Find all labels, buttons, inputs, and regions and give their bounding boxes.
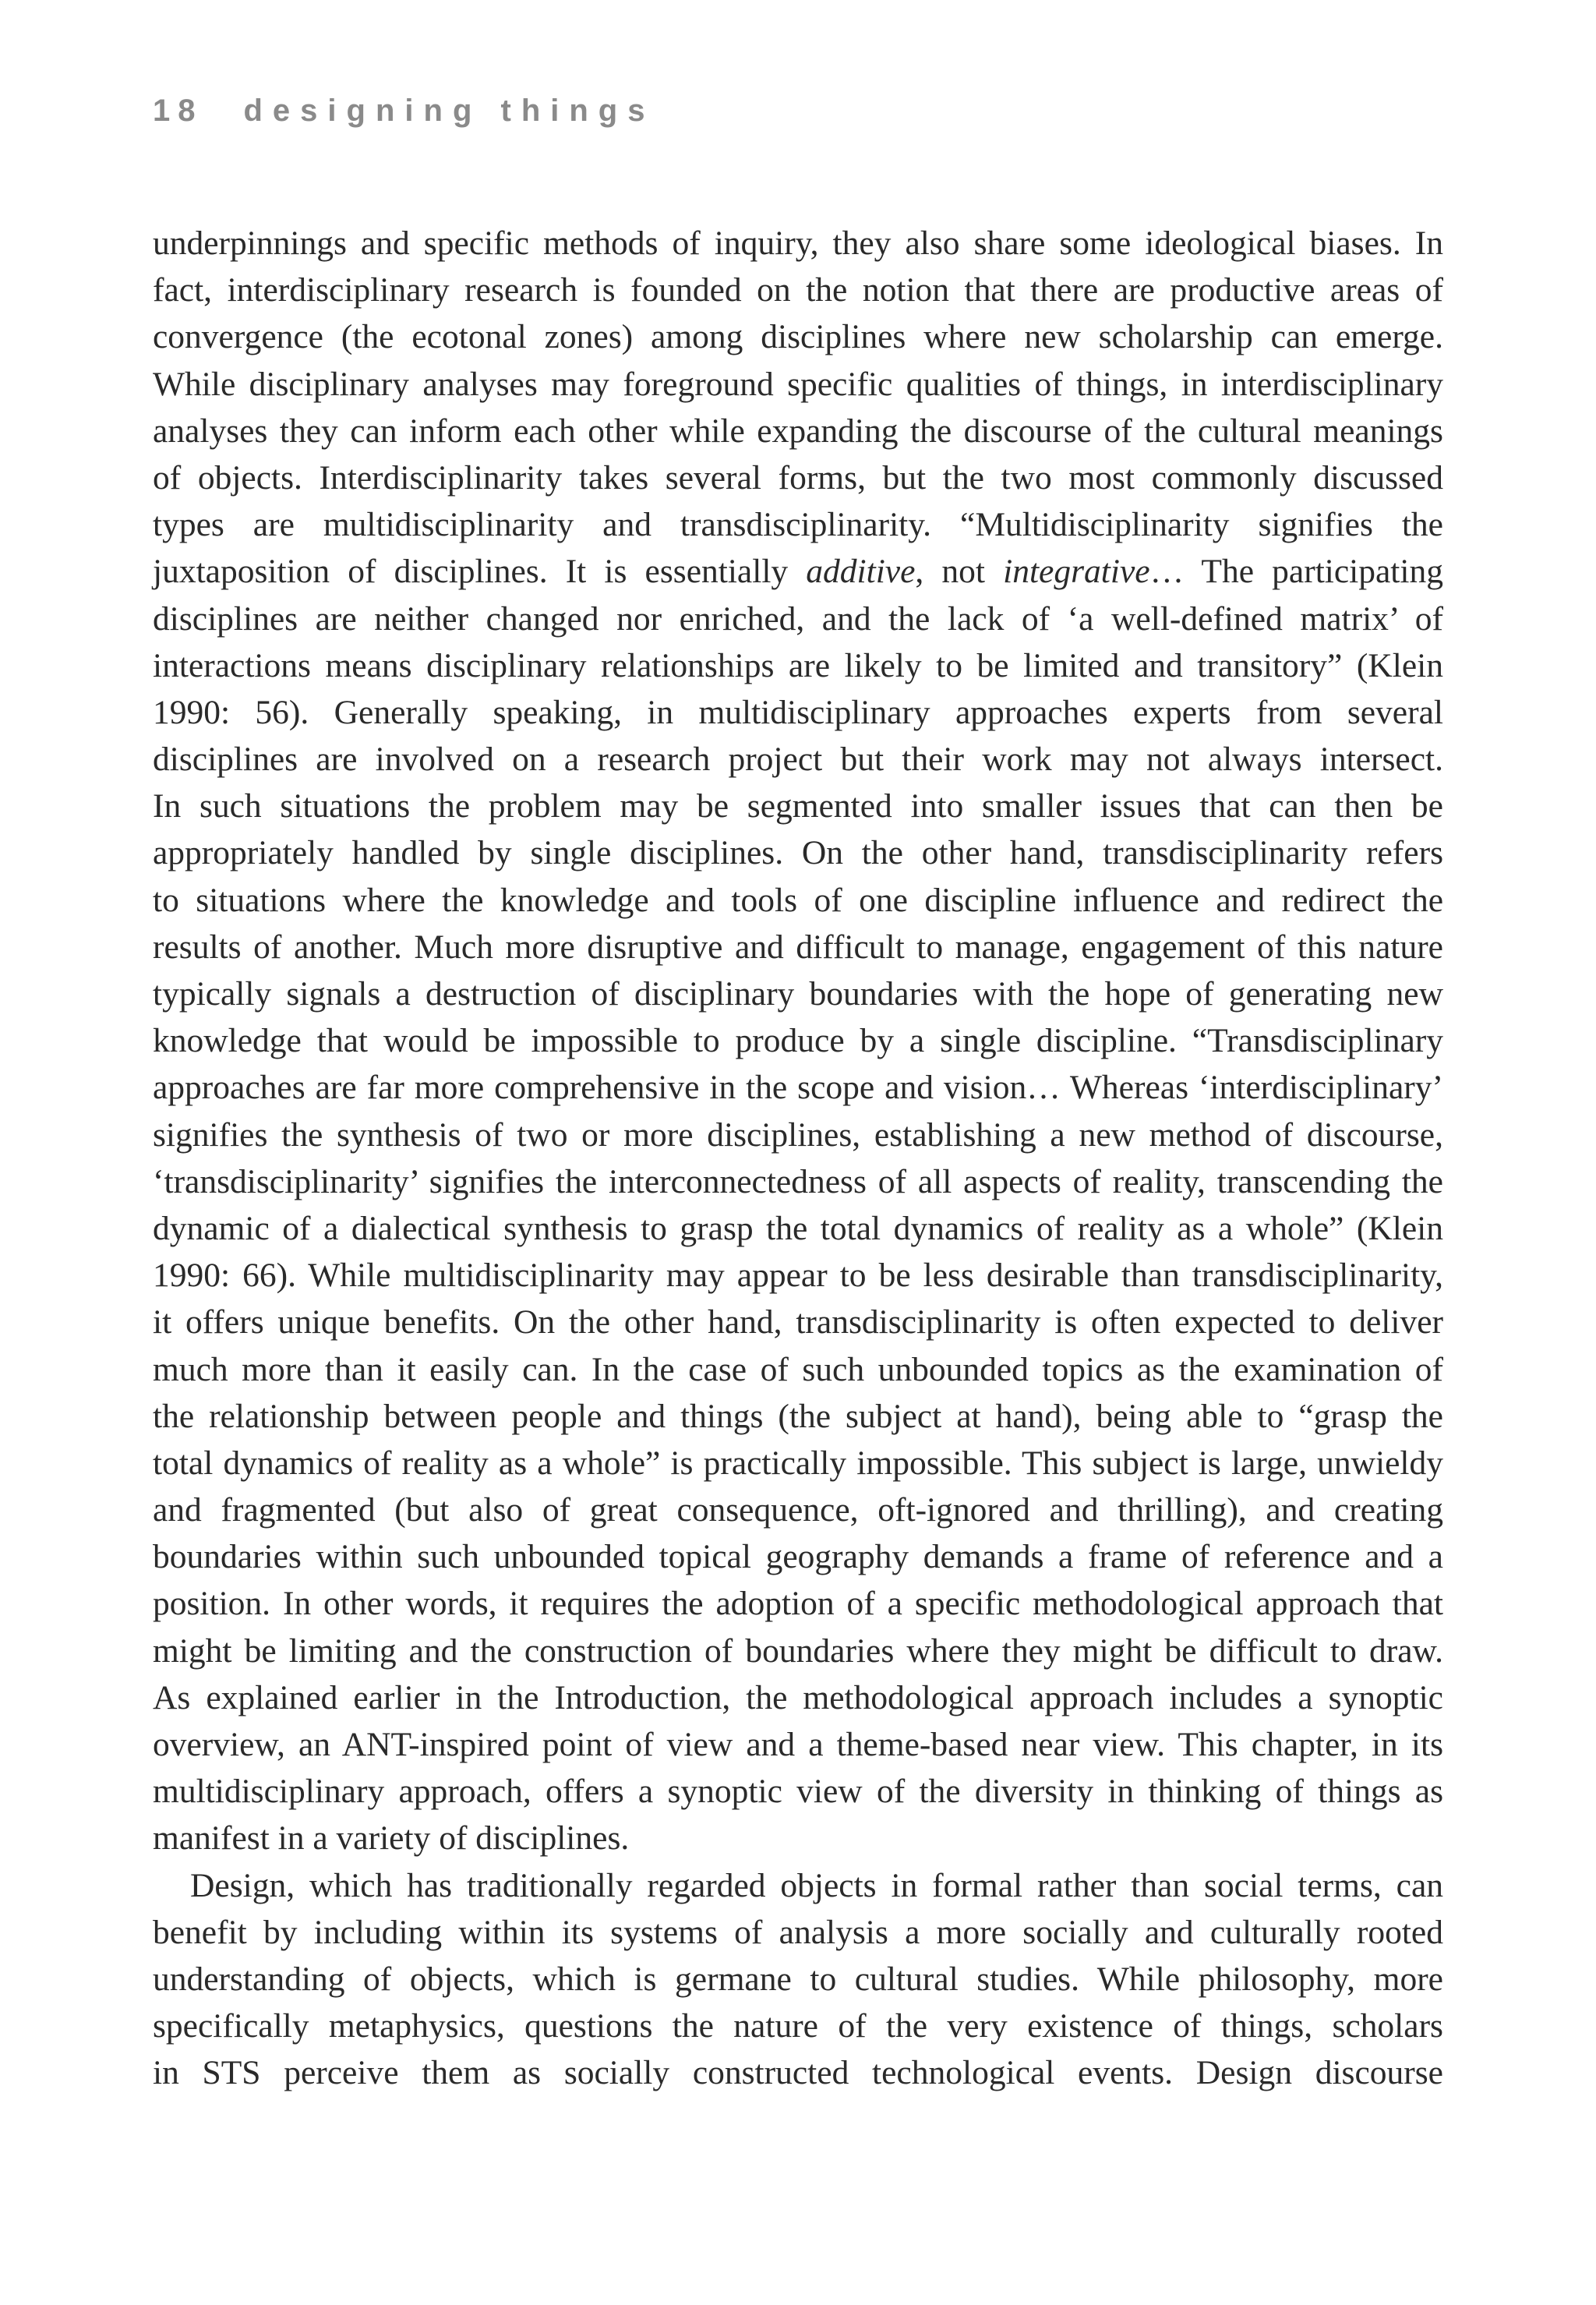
text-line: position. In other words, it requires the adoption of a specific methodological approach that xyxy=(153,1585,1443,1623)
text-line: manifest in a variety of disciplines. xyxy=(153,1819,630,1858)
text-segment: , not xyxy=(915,553,1004,591)
text-line: results of another. Much more disruptive and difficult to manage, engagement of this nature xyxy=(153,928,1443,966)
text-line: 1990: 66). While multidisciplinarity may appear to be less desirable than transdisciplinarity, xyxy=(153,1257,1443,1295)
text-line: ‘transdisciplinarity’ signifies the interconnectedness of all aspects of reality, transcending the xyxy=(153,1162,1443,1200)
text-line: disciplines are involved on a research project but their work may not always intersect. xyxy=(153,741,1443,779)
text-line: the relationship between people and things (the subject at hand), being able to “grasp the xyxy=(153,1397,1443,1435)
text-line: convergence (the ecotonal zones) among disciplines where new scholarship can emerge. xyxy=(153,318,1443,356)
body-text xyxy=(153,220,1443,2097)
text-line: of objects. Interdisciplinarity takes several forms, but the two most commonly discussed xyxy=(153,458,1443,497)
running-head xyxy=(153,94,655,129)
text-line: analyses they can inform each other while expanding the discourse of the cultural meanings xyxy=(153,412,1443,450)
paragraph-1 xyxy=(153,220,1443,1862)
text-line: interactions means disciplinary relationships are likely to be limited and transitory” (Klein xyxy=(153,646,1443,684)
text-line: and fragmented (but also of great consequence, oft-ignored and thrilling), and creating xyxy=(153,1491,1443,1529)
text-line: typically signals a destruction of disciplinary boundaries with the hope of generating new xyxy=(153,975,1443,1013)
text-line: knowledge that would be impossible to produce by a single discipline. “Transdisciplinary xyxy=(153,1022,1443,1060)
text-segment: juxtaposition of disciplines. It is essentially xyxy=(153,553,807,591)
page-number: 18 xyxy=(153,94,203,128)
text-line: In such situations the problem may be segmented into smaller issues that can then be xyxy=(153,787,1443,825)
text-line: fact, interdisciplinary research is founded on the notion that there are productive areas of xyxy=(153,271,1443,309)
text-line: underpinnings and specific methods of inquiry, they also share some ideological biases. In xyxy=(153,224,1443,262)
book-title: designing things xyxy=(243,94,655,128)
text-line: appropriately handled by single disciplines. On the other hand, transdisciplinarity refers xyxy=(153,834,1443,872)
text-line: specifically metaphysics, questions the nature of the very existence of things, scholars xyxy=(153,2007,1443,2045)
text-segment: … The participating xyxy=(1149,553,1443,591)
text-line-with-italics xyxy=(153,548,1443,595)
text-line: Design, which has traditionally regarded objects in formal rather than social terms, can xyxy=(190,1866,1443,1904)
text-line: might be limiting and the construction of boundaries where they might be difficult to draw. xyxy=(153,1632,1443,1670)
text-line: overview, an ANT-inspired point of view and a theme-based near view. This chapter, in its xyxy=(153,1726,1443,1763)
text-line: understanding of objects, which is germane to cultural studies. While philosophy, more xyxy=(153,1960,1443,1998)
text-line: dynamic of a dialectical synthesis to grasp the total dynamics of reality as a whole” (Klein xyxy=(153,1209,1443,1247)
text-line: much more than it easily can. In the case of such unbounded topics as the examination of xyxy=(153,1350,1443,1388)
text-line: As explained earlier in the Introduction, the methodological approach includes a synoptic xyxy=(153,1678,1443,1716)
text-line: types are multidisciplinarity and transdisciplinarity. “Multidisciplinarity signifies the xyxy=(153,506,1443,544)
italic-term-additive: additive xyxy=(806,553,916,591)
text-line: 1990: 56). Generally speaking, in multidisciplinary approaches experts from several xyxy=(153,693,1443,731)
text-line: multidisciplinary approach, offers a synoptic view of the diversity in thinking of things as xyxy=(153,1773,1443,1811)
text-line: it offers unique benefits. On the other hand, transdisciplinarity is often expected to deliver xyxy=(153,1303,1443,1342)
text-line: to situations where the knowledge and tools of one discipline influence and redirect the xyxy=(153,881,1443,919)
paragraph-2 xyxy=(153,1862,1443,2097)
text-line: in STS perceive them as socially constructed technological events. Design discourse xyxy=(153,2054,1443,2092)
italic-term-integrative: integrative xyxy=(1003,553,1150,591)
text-line: boundaries within such unbounded topical geography demands a frame of reference and a xyxy=(153,1538,1443,1576)
text-line: total dynamics of reality as a whole” is practically impossible. This subject is large, unwieldy xyxy=(153,1444,1443,1482)
text-line: disciplines are neither changed nor enriched, and the lack of ‘a well-defined matrix’ of xyxy=(153,599,1443,638)
text-line: benefit by including within its systems of analysis a more socially and culturally rooted xyxy=(153,1913,1443,1951)
text-line: While disciplinary analyses may foreground specific qualities of things, in interdisciplinary xyxy=(153,365,1443,403)
text-line: approaches are far more comprehensive in the scope and vision… Whereas ‘interdisciplinary’ xyxy=(153,1069,1443,1107)
text-line: signifies the synthesis of two or more disciplines, establishing a new method of discourse, xyxy=(153,1115,1443,1154)
